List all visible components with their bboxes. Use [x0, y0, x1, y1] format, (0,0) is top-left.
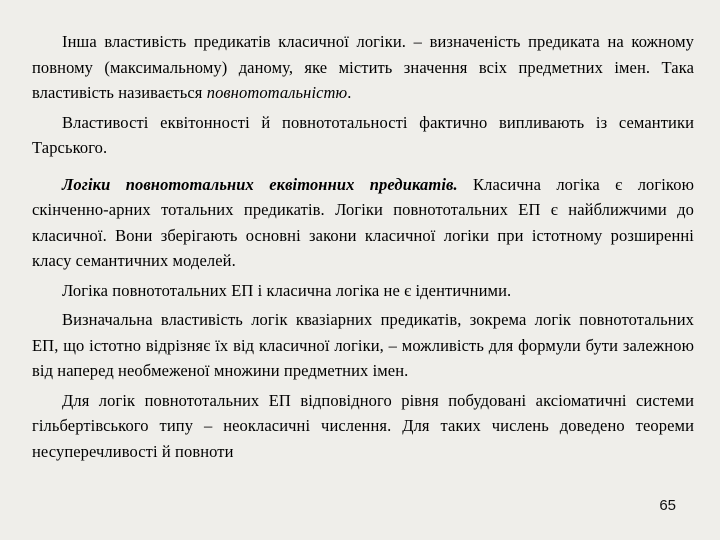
paragraph-1-text: Інша властивість предикатів класичної логіки. – визначеність предиката на кожному повному (максимальному) даному, яке містить значення всіх предметних імен. Така властивість називається: [32, 32, 694, 102]
term-povnototalnist: повнототальністю: [206, 83, 348, 102]
section-heading: Логіки повнототальних еквітонних предикатів.: [62, 174, 458, 194]
paragraph-1-end: .: [347, 83, 352, 102]
paragraph-1: [32, 29, 694, 106]
paragraph-5: Визначальна властивість логік квазіарних предикатів, зокрема логік повнототальних ЕП, що істотно відрізняє їх від класичної логіки, – можливість для формули бути залежною від наперед необмеженої множини предметних імен.: [32, 310, 694, 380]
paragraph-3-text: Класична логіка є логікою скінченно-арних тотальних предикатів. Логіки повнототальних ЕП є найближчими до класичної. Вони зберігають основні закони класичної логіки при істотному розширенні класу семантичних моделей.: [32, 174, 694, 270]
document-body: [32, 29, 694, 464]
paragraph-4: Логіка повнототальних ЕП і класична логіка не є ідентичними.: [62, 280, 512, 300]
paragraph-6: Для логік повнототальних ЕП відповідного рівня побудовані аксіоматичні системи гільбертівського типу – неокласичні числення. Для таких числень доведено теореми несуперечливості й повноти: [32, 390, 694, 461]
page-number: 65: [659, 497, 676, 514]
paragraph-3: [32, 172, 694, 274]
paragraph-2: Властивості еквітонності й повнототальності фактично випливають із семантики Тарського.: [32, 112, 694, 157]
